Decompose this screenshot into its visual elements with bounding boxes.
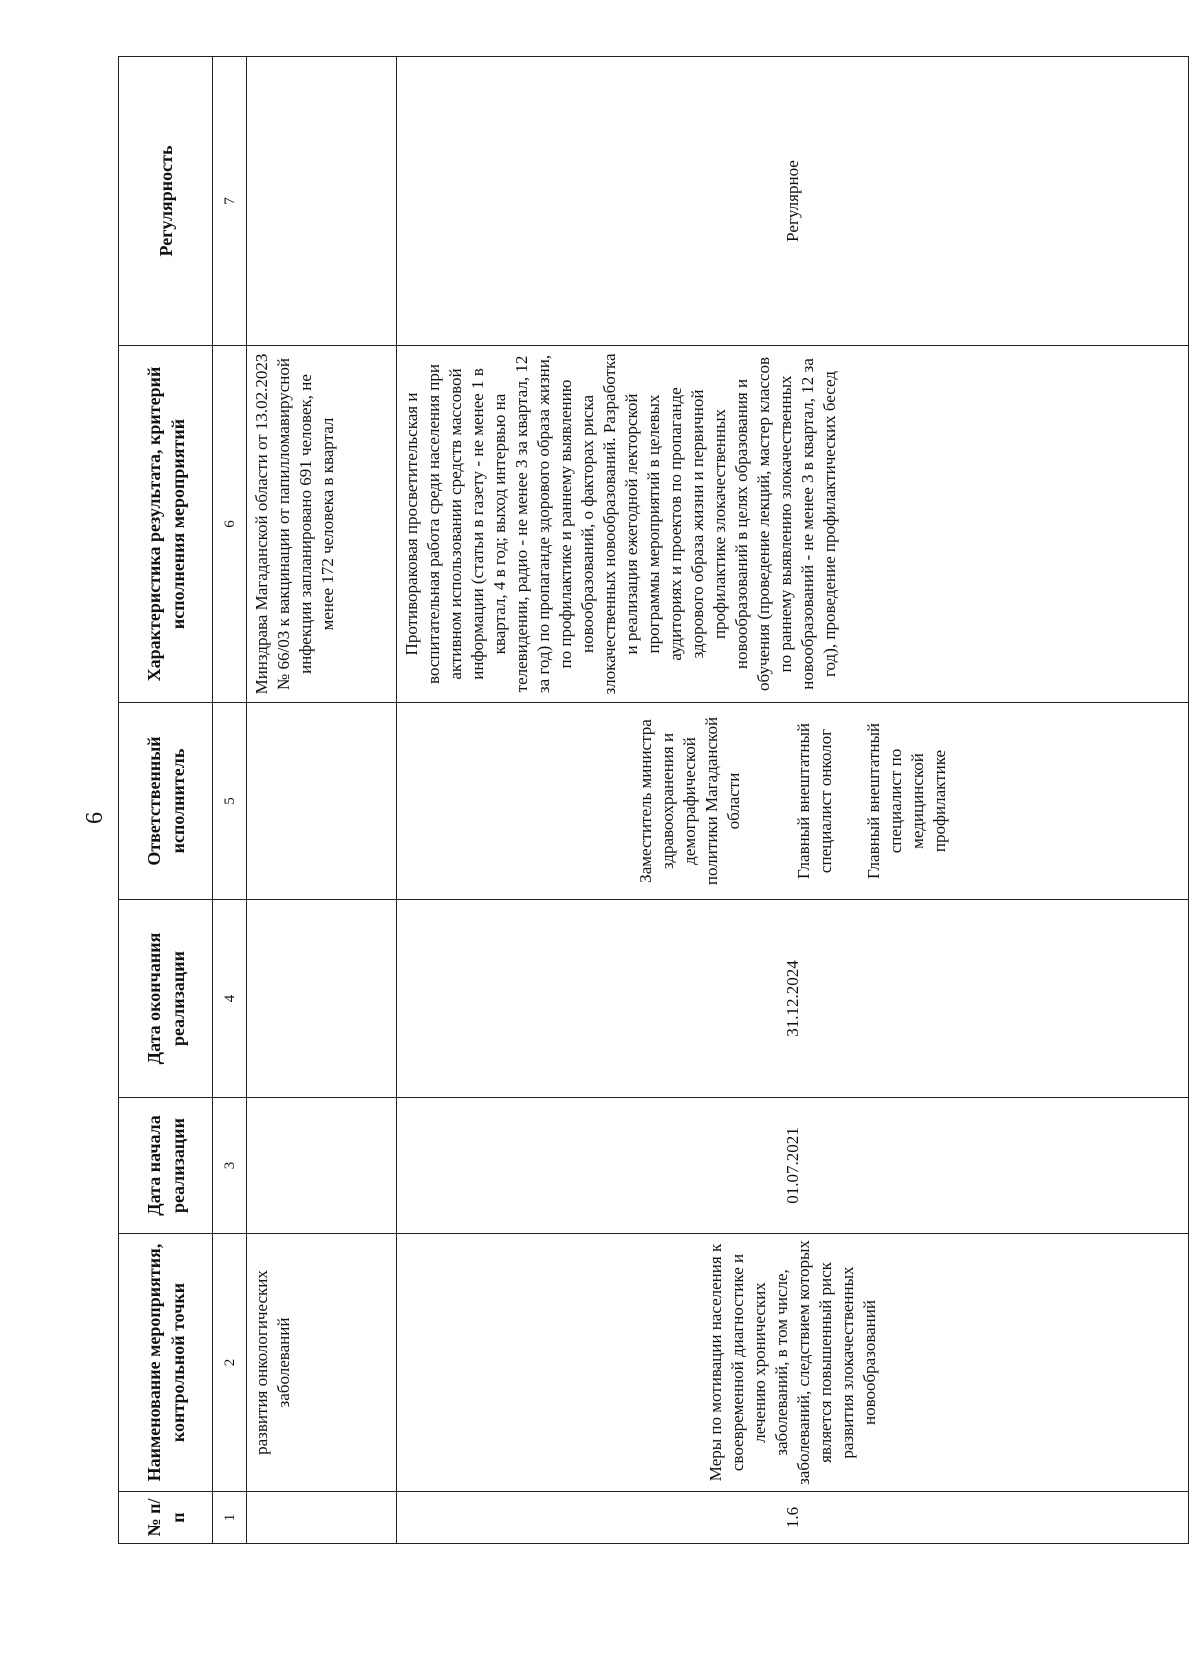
column-number-3: 3 xyxy=(213,1098,247,1234)
spacer xyxy=(837,709,863,893)
column-number-1: 1 xyxy=(213,1492,247,1544)
column-number-2: 2 xyxy=(213,1234,247,1492)
cell-end-date: 31.12.2024 xyxy=(397,900,1189,1098)
rotated-table-wrapper xyxy=(118,57,1188,1544)
header-start-date: Дата начала реализации xyxy=(119,1098,213,1234)
column-number-7: 7 xyxy=(213,57,247,346)
spacer xyxy=(745,709,793,893)
header-number: № п/п xyxy=(119,1492,213,1544)
cell-start-date: 01.07.2021 xyxy=(397,1098,1189,1234)
cell-start-date xyxy=(247,1098,397,1234)
cell-name: Меры по мотивации населения к своевременной диагностике и лечению хронических заболеваний, в том числе, заболеваний, следствием которых является повышенный риск развития злокачественных новообразований xyxy=(397,1234,1189,1492)
table-row-1-6 xyxy=(397,57,1189,1544)
plan-table xyxy=(118,56,1189,1544)
responsible-chief-prevention-specialist: Главный внештатный специалист по медицинской профилактике xyxy=(863,722,949,880)
cell-end-date xyxy=(247,900,397,1098)
responsible-chief-oncologist: Главный внештатный специалист онколог xyxy=(793,722,835,880)
column-number-4: 4 xyxy=(213,900,247,1098)
cell-result: Противораковая просветительская и воспитательная работа среди населения при активном использовании средств массовой информации (статьи в газету - не менее 1 в квартал, 4 в год; выход интервью на телевидении, радио - не менее 3 за квартал, 12 за год) по пропаганде здорового образа жизни, по профилактике и раннему выявлению новообразований, о факторах риска злокачественных новообразований. Разработка и реализация ежегодной лекторской программы мероприятий в целевых аудиториях и проектов по пропаганде здорового образа жизни и первичной профилактике злокачественных новообразований в целях образования и обучения (проведение лекций, мастер классов по раннему выявлению злокачественных новообразований - не менее 3 в квартал, 12 за год), проведение профилактических бесед xyxy=(397,346,1189,703)
cell-regularity: Регулярное xyxy=(397,57,1189,346)
header-name: Наименование мероприятия, контрольной точки xyxy=(119,1234,213,1492)
cell-result: Минздрава Магаданской области от 13.02.2023 № 66/03 к вакцинации от папилломавирусной инфекции запланировано 691 человек, не менее 172 человека в квартал xyxy=(247,346,397,703)
header-row xyxy=(119,57,213,1544)
table-row-continuation xyxy=(247,57,397,1544)
cell-regularity xyxy=(247,57,397,346)
cell-responsible xyxy=(397,703,1189,900)
header-end-date: Дата окончания реализации xyxy=(119,900,213,1098)
column-number-6: 6 xyxy=(213,346,247,703)
cell-name: развития онкологических заболеваний xyxy=(247,1234,397,1492)
table-area xyxy=(118,57,1188,1544)
column-number-5: 5 xyxy=(213,703,247,900)
header-regularity: Регулярность xyxy=(119,57,213,346)
column-number-row xyxy=(213,57,247,1544)
header-result: Характеристика результата, критерий исполнения мероприятий xyxy=(119,346,213,703)
header-responsible: Ответственный исполнитель xyxy=(119,703,213,900)
cell-responsible xyxy=(247,703,397,900)
page-number-text: 6 xyxy=(82,812,108,824)
cell-number xyxy=(247,1492,397,1544)
cell-number: 1.6 xyxy=(397,1492,1189,1544)
responsible-deputy-minister: Заместитель министра здравоохранения и демографической политики Магаданской области xyxy=(635,716,743,886)
